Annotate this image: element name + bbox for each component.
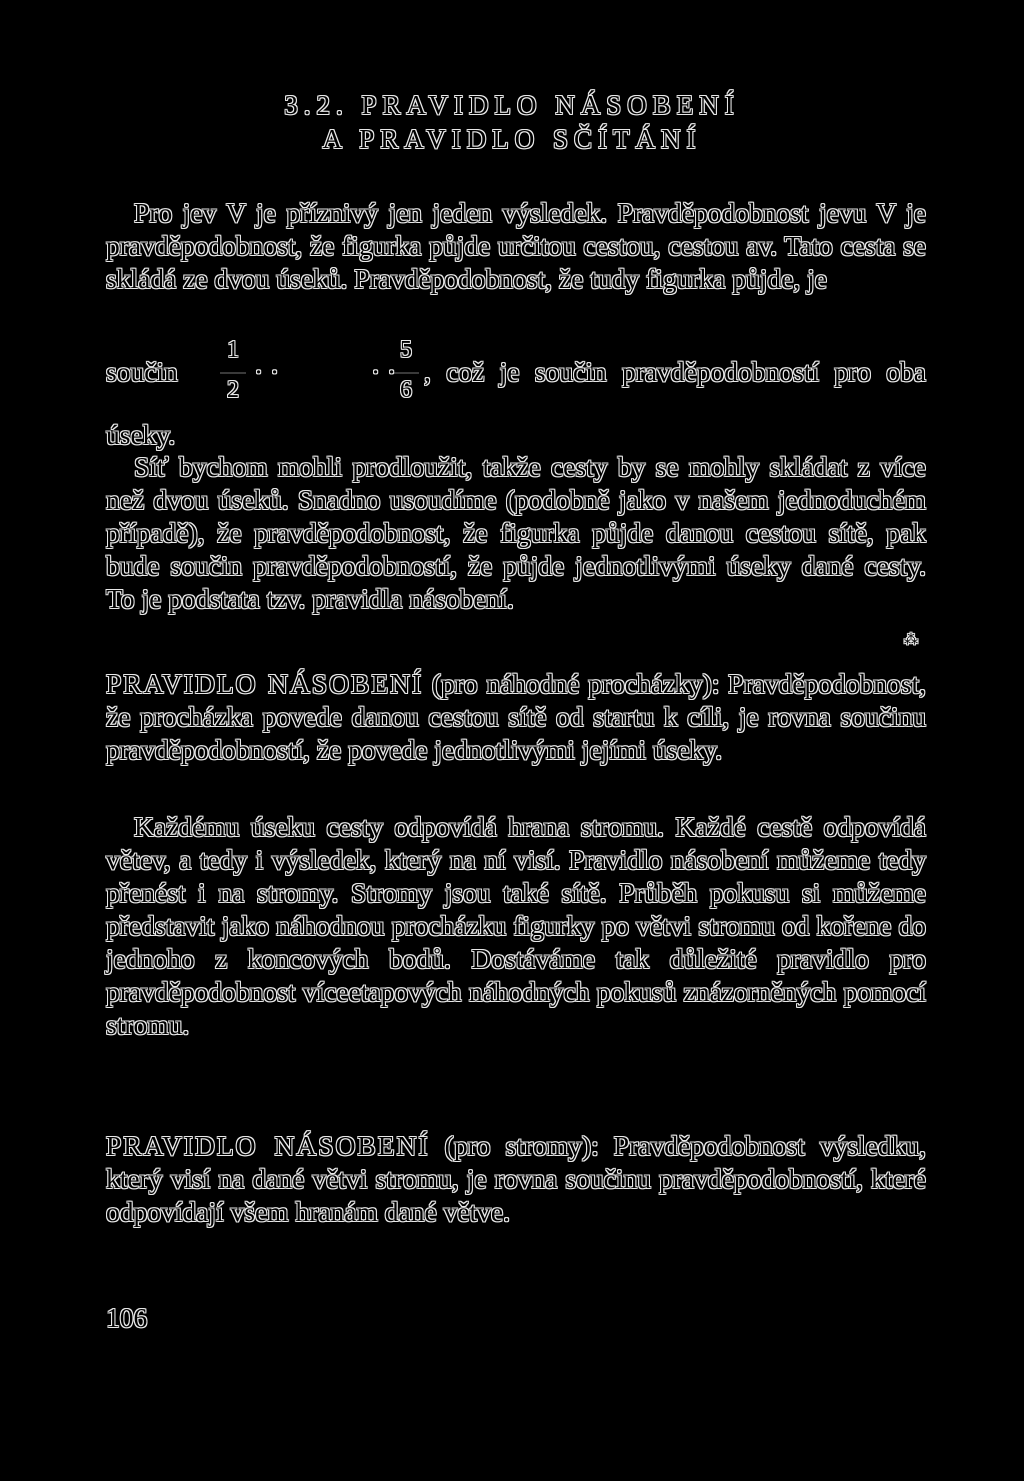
section-heading-line-2: A PRAVIDLO SČÍTÁNÍ (322, 124, 702, 154)
paragraph-1-end-text: úseky. (106, 419, 176, 450)
formula-lead-word: součin (106, 356, 178, 387)
paragraph-2-text: Síť bychom mohli prodloužit, takže cesty by se mohly skládat z více než dvou úseků. Snadno usoudíme (podobně jako v našem jednoduchém případě), že pravděpodobnost, že figurka půjde danou cestou sítě, pak bude součin pravděpodobností, že půjde jednotlivými úseky dané cesty. To je podstata tzv. pravidla násobení. (106, 451, 926, 614)
fraction-1-numerator: 1 (227, 337, 239, 363)
rule-text-walks: (pro náhodné procházky): Pravděpodobnost, že procházka povede danou cestou sítě od startu k cíli, je rovna součinu pravděpodobností, že povede jednotlivými jejími úseky. (106, 668, 926, 765)
page-number: 106 (106, 1302, 148, 1333)
paragraph-1-text: Pro jev V je příznivý jen jeden výsledek. Pravděpodobnost jevu V je pravděpodobnost, že figurka půjde určitou cestou, cestou av. Tato cesta se skládá ze dvou úseků. Pravděpodobnost, že tudy figurka půjde, je (106, 197, 926, 294)
fraction-2-denominator: 6 (400, 377, 412, 403)
rule-text-trees: (pro stromy): Pravděpodobnost výsledku, který visí na dané větvi stromu, je rovna součinu pravděpodobností, které odpovídají všem hranám dané větve. (106, 1130, 926, 1227)
fraction-five-sixths (391, 338, 421, 402)
fraction-2-numerator: 5 (400, 337, 412, 363)
rule-title-trees: PRAVIDLO NÁSOBENÍ (106, 1130, 430, 1161)
rule-box-trees (106, 1129, 926, 1228)
fraction-1-denominator: 2 (227, 377, 239, 403)
paragraph-3 (106, 810, 926, 1041)
multiplication-dots-1: · · (254, 356, 280, 387)
paragraph-1 (106, 196, 926, 295)
rule-title-walks: PRAVIDLO NÁSOBENÍ (106, 668, 424, 699)
section-heading-line-1: 3.2. PRAVIDLO NÁSOBENÍ (284, 90, 740, 120)
fraction-one-half (218, 338, 248, 402)
paragraph-1-end (106, 418, 926, 451)
formula-line (106, 338, 926, 418)
paragraph-3-text: Každému úseku cesty odpovídá hrana stromu. Každé cestě odpovídá větev, a tedy i výsledek, který na ní visí. Pravidlo násobení můžeme tedy přenést i na stromy. Stromy jsou také sítě. Průběh pokusu si můžeme představit jako náhodnou procházku figurky po větvi stromu od kořene do jednoho z koncových bodů. Dostáváme tak důležité pravidlo pro pravděpodobnost víceetapových náhodných pokusů znázorněných pomocí stromu. (106, 811, 926, 1040)
fraction-1-bar (220, 372, 246, 374)
rule-box-walks (106, 667, 926, 766)
fraction-2-bar (393, 372, 419, 374)
formula-trailing-text: , což je součin pravděpodobností pro oba (424, 356, 926, 387)
end-mark-icon: ⁂ (904, 633, 918, 648)
paragraph-2 (106, 450, 926, 615)
multiplication-dots-2: · · (371, 356, 397, 387)
